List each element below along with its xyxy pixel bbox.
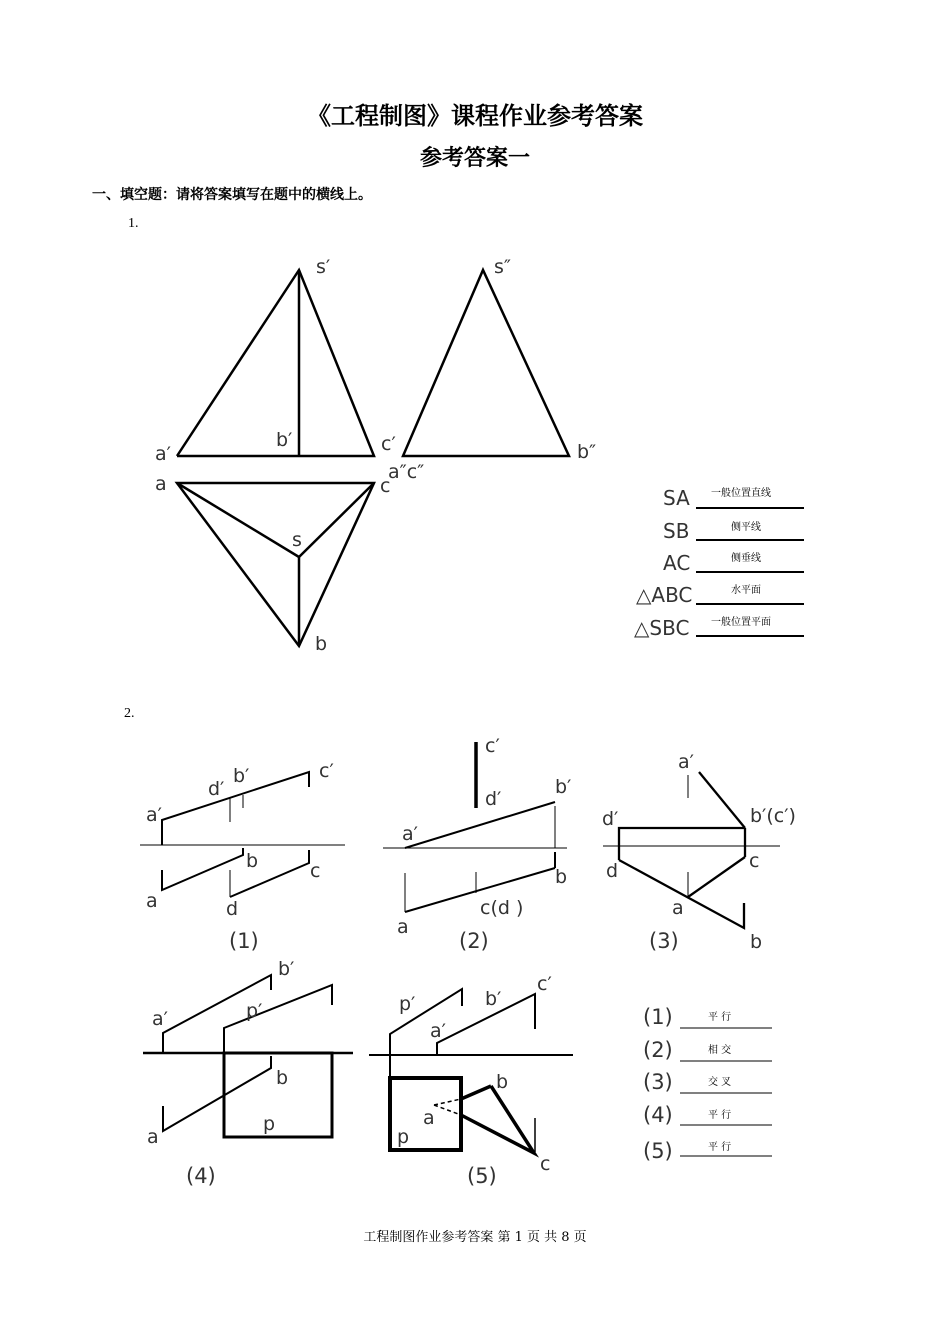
line-ac (688, 857, 745, 897)
answer-label: (3) (643, 1070, 673, 1094)
answer-text: 水平面 (731, 585, 761, 596)
answer-label: (4) (643, 1103, 673, 1127)
answer-text: 侧平线 (731, 522, 761, 533)
line-ab-prime (405, 802, 555, 848)
answer-label: (5) (643, 1139, 673, 1163)
q2-answer-block (643, 1005, 772, 1163)
label-b-prime: b′ (233, 765, 250, 787)
section-heading: 一、填空题：请将答案填写在题中的横线上。 (92, 187, 372, 203)
label-a: a (423, 1107, 435, 1129)
q1-answer-row (634, 616, 804, 640)
label-a: a (147, 1126, 159, 1148)
q1-drawing (177, 270, 569, 646)
q2-answer-row (643, 1005, 772, 1029)
label-d-prime: d′ (208, 778, 225, 800)
answer-text: 平 行 (708, 1110, 732, 1121)
figure-caption: (5) (467, 1164, 497, 1188)
q2-fig4 (143, 958, 353, 1188)
label-a: a (146, 890, 158, 912)
label-a-prime: a′ (430, 1020, 446, 1042)
label-a-prime: a′ (402, 823, 418, 845)
answer-label: SB (663, 519, 690, 543)
answer-text: 一般位置直线 (711, 488, 771, 499)
figure-caption: (3) (649, 929, 679, 953)
label-p-prime: p′ (399, 993, 416, 1015)
answer-label: SA (663, 486, 690, 510)
answer-set-title: 参考答案一 (419, 146, 530, 171)
q1-answer-row (636, 583, 804, 607)
label-d: d (606, 860, 619, 882)
answer-label: (2) (643, 1038, 673, 1062)
answer-text: 交 叉 (708, 1077, 732, 1088)
label-a-prime: a′ (152, 1008, 168, 1030)
label-a: a (672, 897, 684, 919)
label-d: d (226, 898, 239, 920)
line-ab (163, 1056, 271, 1131)
label-p: p (263, 1113, 276, 1135)
plane-p-prime (224, 985, 332, 1053)
label-b-prime: b′ (276, 429, 293, 451)
label-p: p (397, 1126, 410, 1148)
figure-caption: (2) (459, 929, 489, 953)
q2-answer-row (643, 1070, 772, 1094)
q1-answer-block (634, 486, 804, 640)
hidden-edge (434, 1099, 461, 1105)
question-1-number: 1. (128, 216, 139, 231)
q1-top-cs-line (299, 483, 374, 557)
label-ac-dprime: a″c″ (388, 461, 425, 483)
label-p-prime: p′ (246, 1000, 263, 1022)
label-c-prime: c′ (537, 973, 552, 995)
hidden-edge (434, 1105, 461, 1115)
label-a: a (155, 473, 167, 495)
answer-label: △ABC (636, 583, 693, 607)
page-footer: 工程制图作业参考答案 第 1 页 共 8 页 (363, 1230, 587, 1245)
label-b: b (555, 866, 568, 888)
triangle-edge (461, 1086, 491, 1099)
label-s-prime: s′ (316, 256, 331, 278)
q1-side-triangle (403, 270, 569, 456)
label-b-prime: b′ (485, 988, 502, 1010)
label-a: a (397, 916, 409, 938)
answer-label: (1) (643, 1005, 673, 1029)
label-b: b (246, 850, 259, 872)
label-c: c (380, 475, 391, 497)
label-s-dprime: s″ (494, 256, 511, 278)
figure-caption: (4) (186, 1164, 216, 1188)
answer-label: △SBC (634, 616, 690, 640)
line-ab (162, 848, 243, 890)
label-c-prime: c′ (485, 735, 500, 757)
q2-answer-row (643, 1038, 772, 1062)
label-d-prime: d′ (485, 788, 502, 810)
page-title: 《工程制图》课程作业参考答案 (307, 102, 643, 130)
label-b-prime: b′ (555, 776, 572, 798)
label-c: c (540, 1153, 551, 1175)
answer-text: 相 交 (708, 1045, 732, 1056)
line-d-prime (619, 828, 745, 860)
label-c: c (310, 860, 321, 882)
question-2-number: 2. (124, 706, 135, 721)
q2-answer-row (643, 1103, 772, 1127)
label-a-prime: a′ (146, 804, 162, 826)
label-b: b (750, 931, 763, 953)
label-b-prime: b′ (278, 958, 295, 980)
label-a-prime: a′ (678, 751, 694, 773)
q1-answer-row (663, 486, 804, 510)
plane-p (224, 1053, 332, 1137)
label-c-prime: c′ (319, 760, 334, 782)
label-c: c (749, 850, 760, 872)
q1-top-outline (177, 483, 374, 646)
figure-caption: (1) (229, 929, 259, 953)
answer-text: 一般位置平面 (711, 617, 771, 628)
q1-answer-row (663, 519, 804, 543)
q1-answer-row (663, 551, 804, 575)
q1-top-as-line (177, 483, 299, 557)
answer-label: AC (663, 551, 691, 575)
q2-fig2 (383, 735, 571, 953)
q2-fig1 (140, 760, 345, 953)
label-a-prime: a′ (155, 443, 171, 465)
label-b: b (276, 1067, 289, 1089)
q2-fig3 (602, 751, 796, 953)
label-b-dprime: b″ (577, 441, 597, 463)
label-c-prime: c′ (381, 433, 396, 455)
label-bc-prime: b′(c′) (750, 805, 796, 827)
label-cd: c(d ) (480, 897, 524, 919)
answer-text: 侧垂线 (731, 553, 761, 564)
q2-answer-row (643, 1139, 772, 1163)
answer-text: 平 行 (708, 1142, 732, 1153)
line-cd (230, 850, 309, 897)
line-ab-prime (699, 772, 745, 828)
label-b: b (496, 1071, 509, 1093)
label-b: b (315, 633, 328, 655)
label-d-prime: d′ (602, 808, 619, 830)
q2-fig5 (369, 973, 573, 1188)
answer-text: 平 行 (708, 1012, 732, 1023)
label-s: s (292, 529, 302, 551)
